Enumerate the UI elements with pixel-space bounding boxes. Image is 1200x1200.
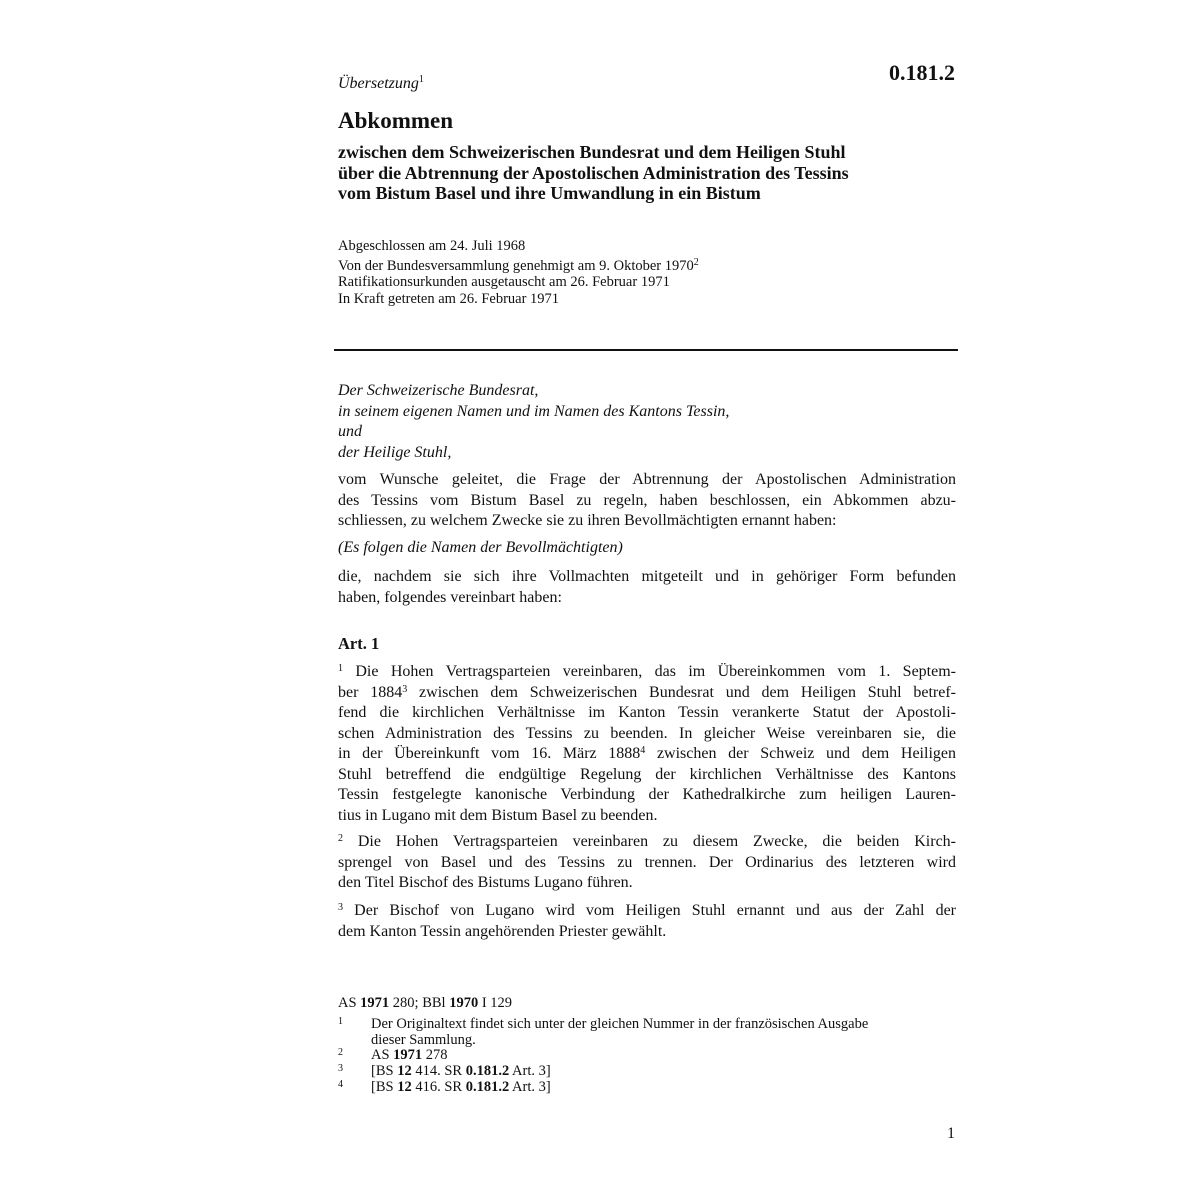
paragraph-number: 2 bbox=[338, 833, 343, 844]
text-run: zwischen dem Schweizerischen Bundesrat und dem Heiligen Stuhl betref- bbox=[419, 683, 956, 701]
text-line: haben, folgendes vereinbart haben: bbox=[338, 588, 562, 606]
party-line: in seinem eigenen Namen und im Namen des Kantons Tessin, bbox=[338, 402, 730, 420]
sr-number: 0.181.2 bbox=[889, 60, 955, 85]
text-run: Art. 3] bbox=[512, 1079, 551, 1095]
text-line: schen Administration des Tessins zu beenden. In gleicher Weise vereinbaren sie, die bbox=[338, 724, 956, 742]
footnote-number: 3 bbox=[338, 1063, 343, 1074]
text-line: vom Wunsche geleitet, die Frage der Abtrennung der Apostolischen Administration bbox=[338, 471, 956, 488]
text-run-bold: 1971 bbox=[393, 1047, 423, 1063]
footnote-ref-1[interactable]: 1 bbox=[418, 74, 424, 85]
footnote-ref-3[interactable]: 3 bbox=[402, 683, 408, 695]
text-run-bold: 12 bbox=[397, 1063, 412, 1079]
plenipotentiaries-note: (Es folgen die Namen der Bevollmächtigten) bbox=[338, 539, 623, 556]
text-line bbox=[338, 832, 956, 853]
text-line: dem Kanton Tessin angehörenden Priester gewählt. bbox=[338, 922, 667, 940]
text-run-bold: 0.181.2 bbox=[465, 1079, 510, 1095]
page-number: 1 bbox=[947, 1125, 955, 1142]
source-as-year: 1971 bbox=[360, 995, 390, 1011]
text-line: des Tessins vom Bistum Basel zu regeln, haben beschlossen, ein Abkommen abzu- bbox=[338, 491, 956, 509]
approval-date-text: Von der Bundesversammlung genehmigt am 9. Oktober 1970 bbox=[338, 257, 694, 274]
in-force-date: In Kraft getreten am 26. Februar 1971 bbox=[338, 290, 560, 307]
source-bbl-page: I 129 bbox=[481, 995, 513, 1011]
section-divider bbox=[334, 349, 958, 351]
text-run: Der Bischof von Lugano wird vom Heiligen Stuhl ernannt und aus der Zahl der bbox=[354, 902, 957, 919]
party-line: der Heilige Stuhl, bbox=[338, 443, 452, 461]
text-line: sprengel von Basel und des Tessins zu trennen. Der Ordinarius des letzteren wird bbox=[338, 853, 956, 871]
footnote-text bbox=[371, 1017, 951, 1048]
approval-date bbox=[338, 255, 699, 275]
article-paragraph-1 bbox=[338, 662, 956, 826]
treaty-metadata bbox=[338, 238, 699, 307]
party-line: und bbox=[338, 423, 362, 440]
text-line: tius in Lugano mit dem Bistum Basel zu beenden. bbox=[338, 806, 658, 824]
article-paragraph-2 bbox=[338, 832, 956, 894]
footnote-number: 4 bbox=[338, 1079, 343, 1090]
text-run: Art. 3] bbox=[512, 1063, 551, 1079]
text-run-bold: 0.181.2 bbox=[465, 1063, 510, 1079]
party-line: Der Schweizerische Bundesrat, bbox=[338, 382, 539, 399]
subtitle-line: über die Abtrennung der Apostolischen Administration des Tessins bbox=[338, 162, 849, 183]
subtitle-line: vom Bistum Basel und ihre Umwandlung in ein Bistum bbox=[338, 183, 761, 203]
text-run: in der Übereinkunft vom 16. März 1888 bbox=[338, 745, 641, 762]
text-run: zwischen der Schweiz und dem Heiligen bbox=[656, 745, 956, 762]
document-title: Abkommen bbox=[338, 108, 454, 133]
footnote-text bbox=[371, 1064, 951, 1080]
text-line: den Titel Bischof des Bistums Lugano führen. bbox=[338, 874, 633, 891]
text-line: Stuhl betreffend die endgültige Regelung der kirchlichen Verhältnisse des Kantons bbox=[338, 765, 956, 783]
footnote-number: 1 bbox=[338, 1016, 343, 1027]
text-line: fend die kirchlichen Verhältnisse im Kanton Tessin verankerte Statut der Apostoli- bbox=[338, 704, 956, 721]
text-line: die, nachdem sie sich ihre Vollmachten mitgeteilt und in gehöriger Form befunden bbox=[338, 568, 956, 585]
text-run: ber 1884 bbox=[338, 683, 403, 701]
paragraph-number: 3 bbox=[338, 902, 343, 913]
footnote-ref-4[interactable]: 4 bbox=[640, 745, 646, 756]
concluded-date: Abgeschlossen am 24. Juli 1968 bbox=[338, 238, 526, 254]
ratification-date: Ratifikationsurkunden ausgetauscht am 26. Februar 1971 bbox=[338, 274, 670, 290]
text-line bbox=[338, 901, 956, 922]
preamble-closing bbox=[338, 567, 956, 608]
text-run: [BS bbox=[371, 1063, 394, 1079]
text-line: schliessen, zu welchem Zwecke sie zu ihren Bevollmächtigten ernannt haben: bbox=[338, 512, 837, 529]
source-bbl-year: 1970 bbox=[449, 995, 479, 1011]
translation-label bbox=[338, 74, 424, 93]
text-line: Tessin festgelegte kanonische Verbindung der Kathedralkirche zum heiligen Lauren- bbox=[338, 786, 956, 803]
source-as: AS bbox=[338, 995, 357, 1011]
text-line bbox=[338, 662, 956, 683]
translation-label-text: Übersetzung bbox=[338, 75, 419, 92]
footnote-ref-2[interactable]: 2 bbox=[693, 256, 699, 268]
article-heading: Art. 1 bbox=[338, 634, 380, 653]
text-run: Die Hohen Vertragsparteien vereinbaren, das im Übereinkommen vom 1. Septem- bbox=[355, 663, 956, 680]
text-run: Die Hohen Vertragsparteien vereinbaren zu diesem Zwecke, die beiden Kirch- bbox=[357, 833, 957, 850]
document-subtitle bbox=[338, 142, 978, 204]
article-paragraph-3 bbox=[338, 901, 956, 942]
text-line bbox=[338, 683, 956, 704]
text-run: AS bbox=[371, 1047, 390, 1063]
source-as-page: 280; BBl bbox=[392, 995, 446, 1011]
text-run: 416. SR bbox=[415, 1079, 463, 1095]
footnote-line: Der Originaltext findet sich unter der gleichen Nummer in der französischen Ausgabe bbox=[371, 1016, 869, 1032]
paragraph-number: 1 bbox=[338, 663, 343, 674]
footnote-number: 2 bbox=[338, 1047, 343, 1058]
preamble-parties bbox=[338, 381, 729, 463]
text-run-bold: 12 bbox=[397, 1079, 412, 1095]
text-run: 414. SR bbox=[415, 1063, 463, 1079]
text-line bbox=[338, 744, 956, 765]
footnote-text bbox=[371, 1080, 951, 1096]
text-run: 278 bbox=[425, 1047, 448, 1063]
footnote-line: dieser Sammlung. bbox=[371, 1031, 476, 1048]
subtitle-line: zwischen dem Schweizerischen Bundesrat und dem Heiligen Stuhl bbox=[338, 142, 846, 162]
preamble-paragraph bbox=[338, 470, 956, 532]
footnote-text bbox=[371, 1048, 951, 1064]
text-run: [BS bbox=[371, 1079, 394, 1095]
publication-source bbox=[338, 995, 512, 1012]
